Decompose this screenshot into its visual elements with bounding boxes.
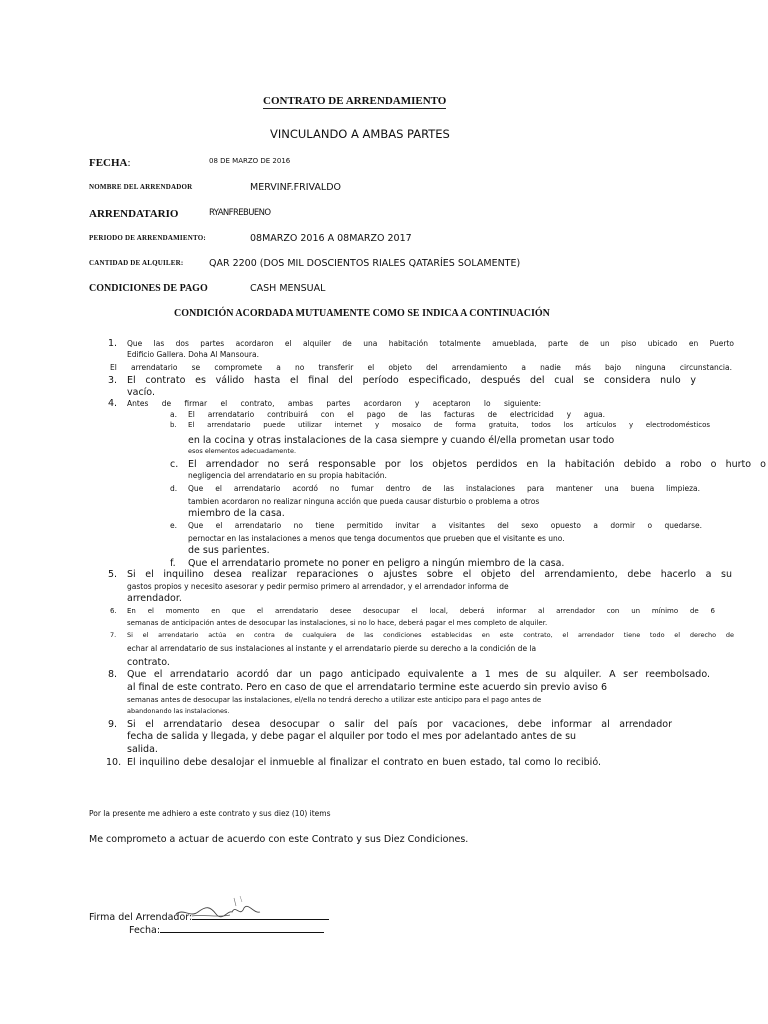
clause-7-line-1: Si el arrendatario actúa en contra de cualquiera de las condiciones establecidas en este contrato, el arrendador tiene todo el derecho de bbox=[127, 631, 734, 639]
clause-4f-line-1: Que el arrendatario promete no poner en peligro a ningún miembro de la casa. bbox=[188, 558, 565, 569]
clause-4d-line-1: Que el arrendatario acordó no fumar dentro de las instalaciones para mantener una buena limpieza. bbox=[188, 484, 700, 493]
clause-4e-number: e. bbox=[170, 521, 177, 530]
clause-8-number: 8. bbox=[108, 669, 118, 680]
clause-4e-line-3: de sus parientes. bbox=[188, 545, 270, 556]
clause-8-line-2: al final de este contrato. Pero en caso de que el arrendatario termine este acuerdo sin previo aviso 6 bbox=[127, 682, 608, 693]
clause-4-line-1: Antes de firmar el contrato, ambas partes acordaron y aceptaron lo siguiente: bbox=[127, 399, 541, 408]
clause-7-line-3: contrato. bbox=[127, 657, 170, 668]
clause-4d-number: d. bbox=[170, 484, 178, 493]
clause-5-line-3: arrendador. bbox=[127, 593, 182, 604]
clause-2-line-1: El arrendatario se compromete a no transferir el objeto del arrendamiento a nadie más bajo ninguna circunstancia. bbox=[110, 363, 732, 372]
clause-4d-line-2: tambien acordaron no realizar ninguna acción que pueda causar disturbio o problema a otros bbox=[188, 497, 540, 506]
conditions-heading: CONDICIÓN ACORDADA MUTUAMENTE COMO SE INDICA A CONTINUACIÓN bbox=[174, 308, 550, 319]
clause-5-line-2: gastos propios y necesito asesorar y pedir permiso primero al arrendador, y el arrendador informa de bbox=[127, 582, 509, 591]
clause-6-line-2: semanas de anticipación antes de desocupar las instalaciones, si no lo hace, deberá pagar el mes completo de alquiler. bbox=[127, 619, 548, 627]
clause-6-number: 6. bbox=[110, 607, 117, 615]
clause-3-line-2: vacío. bbox=[127, 387, 155, 398]
clause-4e-line-2: pernoctar en las instalaciones a menos que tenga documentos que prueben que el visitante es uno. bbox=[188, 534, 565, 543]
clause-3-line-1: El contrato es válido hasta el final del período especificado, después del cual se considera nulo y bbox=[127, 375, 696, 386]
clause-6-line-1: En el momento en que el arrendatario desee desocupar el local, deberá informar al arrendador con un mínimo de 6 bbox=[127, 607, 715, 615]
clause-4d-line-3: miembro de la casa. bbox=[188, 508, 285, 519]
handwritten-signature bbox=[170, 892, 270, 924]
clause-4b-line-1: El arrendatario puede utilizar internet y mosaico de forma gratuita, todos los artículos y electrodomésticos bbox=[188, 421, 710, 429]
cantidad-value: QAR 2200 (DOS MIL DOSCIENTOS RIALES QATARÍES SOLAMENTE) bbox=[209, 258, 521, 269]
clause-9-line-2: fecha de salida y llegada, y debe pagar el alquiler por todo el mes por adelantado antes de su bbox=[127, 731, 577, 742]
clause-1-line-1: Que las dos partes acordaron el alquiler de una habitación totalmente amueblada, parte de un piso ubicado en Puerto bbox=[127, 339, 734, 348]
clause-8-line-1: Que el arrendatario acordó dar un pago anticipado equivalente a 1 mes de su alquiler. A ser reembolsado. bbox=[127, 669, 710, 680]
document-subtitle: VINCULANDO A AMBAS PARTES bbox=[270, 127, 450, 141]
clause-4c-line-1: El arrendador no será responsable por los objetos perdidos en la habitación debido a robo o hurto o bbox=[188, 459, 766, 470]
condiciones-label: CONDICIONES DE PAGO bbox=[89, 283, 208, 294]
clause-1-number: 1. bbox=[108, 338, 118, 349]
clause-4b-line-2: en la cocina y otras instalaciones de la casa siempre y cuando él/ella prometan usar todo bbox=[188, 435, 615, 446]
clause-5-number: 5. bbox=[108, 569, 118, 580]
fecha-label: FECHA: bbox=[89, 157, 131, 169]
clause-4c-line-2: negligencia del arrendatario en su propia habitación. bbox=[188, 471, 387, 480]
clause-4-number: 4. bbox=[108, 398, 118, 409]
clause-10-number: 10. bbox=[106, 757, 122, 768]
date-label: Fecha: bbox=[129, 925, 161, 936]
clause-4a-line-1: El arrendatario contribuirá con el pago de las facturas de electricidad y agua. bbox=[188, 410, 605, 419]
clause-7-line-2: echar al arrendatario de sus instalaciones al instante y el arrendatario pierde su derecho a la condición de la bbox=[127, 644, 537, 653]
clause-4c-number: c. bbox=[170, 459, 179, 470]
clause-8-line-3: semanas antes de desocupar las instalaciones, el/ella no tendrá derecho a utilizar este anticipo para el pago antes de bbox=[127, 696, 542, 704]
cantidad-label: CANTIDAD DE ALQUILER: bbox=[89, 259, 184, 267]
commitment-statement: Me comprometo a actuar de acuerdo con este Contrato y sus Diez Condiciones. bbox=[89, 834, 469, 845]
clause-9-line-1: Si el arrendatario desea desocupar o salir del país por vacaciones, debe informar al arrendador bbox=[127, 719, 672, 730]
clause-4b-number: b. bbox=[170, 421, 177, 429]
arrendador-label: NOMBRE DEL ARRENDADOR bbox=[89, 183, 193, 191]
adhesion-statement: Por la presente me adhiero a este contrato y sus diez (10) items bbox=[89, 809, 331, 818]
fecha-value: 08 DE MARZO DE 2016 bbox=[209, 157, 291, 165]
clause-8-line-4: abandonando las instalaciones. bbox=[127, 707, 230, 715]
clause-4f-number: f. bbox=[170, 558, 176, 569]
arrendador-value: MERVINF.FRIVALDO bbox=[250, 182, 341, 193]
clause-3-number: 3. bbox=[108, 375, 118, 386]
clause-9-line-3: salida. bbox=[127, 744, 158, 755]
clause-4a-number: a. bbox=[170, 410, 177, 419]
arrendatario-label: ARRENDATARIO bbox=[89, 208, 179, 220]
date-field bbox=[129, 922, 324, 936]
signature-label: Firma del Arrendador: bbox=[89, 912, 193, 923]
clause-1-line-2: Edificio Gallera. Doha Al Mansoura. bbox=[127, 350, 259, 359]
arrendatario-value: RYANFREBUENO bbox=[209, 208, 271, 218]
clause-9-number: 9. bbox=[108, 719, 118, 730]
periodo-value: 08MARZO 2016 A 08MARZO 2017 bbox=[250, 233, 412, 244]
clause-4b-line-3: esos elementos adecuadamente. bbox=[188, 447, 297, 455]
document-title: CONTRATO DE ARRENDAMIENTO bbox=[263, 95, 447, 107]
condiciones-value: CASH MENSUAL bbox=[250, 283, 326, 294]
clause-10-line-1: El inquilino debe desalojar el inmueble al finalizar el contrato en buen estado, tal como lo recibió. bbox=[127, 757, 601, 768]
periodo-label: PERIODO DE ARRENDAMIENTO: bbox=[89, 234, 206, 242]
clause-7-number: 7. bbox=[110, 631, 117, 639]
clause-5-line-1: Si el inquilino desea realizar reparaciones o ajustes sobre el objeto del arrendamiento, debe hacerlo a su bbox=[127, 569, 732, 580]
clause-4e-line-1: Que el arrendatario no tiene permitido invitar a visitantes del sexo opuesto a dormir o quedarse. bbox=[188, 521, 702, 530]
